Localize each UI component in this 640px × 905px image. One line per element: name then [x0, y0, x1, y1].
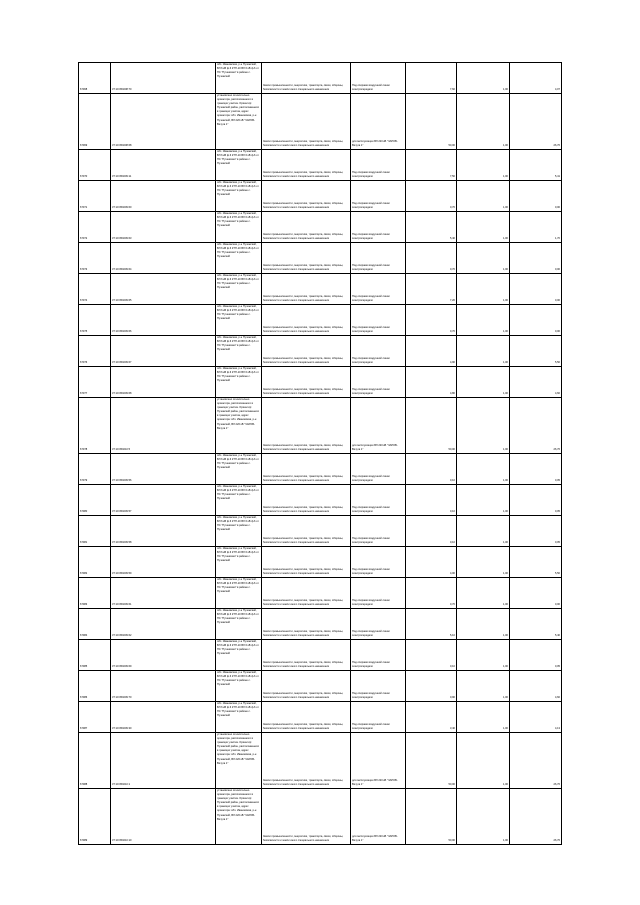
cell-area: 7,20 — [406, 274, 457, 305]
cell-id: 67070 — [79, 150, 111, 181]
cell-cadastral-number: 37:10:050209:30 — [111, 702, 216, 733]
cell-area: 50,00 — [406, 789, 457, 845]
cell-area: 0,10 — [406, 516, 457, 547]
cell-id: 67075 — [79, 305, 111, 336]
cell-cadastral-number: 37:10:050209:61 — [111, 578, 216, 609]
cell-location: установлено относительно ориентира, расположенного в границах участка. Ориентир: Пучежский район, расположенного в границах участка, адрес ориентира: обл. Ивановская, р-н Пучежский, ВЛ 220 кВ "ЧАРОВ-Вичуга 1" — [216, 94, 262, 150]
cell-land-category: Земли промышленности, энергетики, транспорта, связи, обороны, безопасности и земли иного специального назначения — [262, 516, 351, 547]
cell-area: 0,10 — [406, 485, 457, 516]
cell-location: установлено относительно ориентира, расположенного в границах участка. Ориентир: Пучежский район, расположенного в границах участка, адрес ориентира: обл. Ивановская, р-н Пучежский, ВЛ 220 кВ "ЧАРОВ-Вичуга 1" — [216, 398, 262, 454]
cell-cadastral-number: 37:10:050208:70 — [111, 63, 216, 94]
table-row — [79, 336, 562, 367]
cell-coefficient: 1,00 — [457, 181, 510, 212]
table-row — [79, 671, 562, 702]
cell-coefficient: 1,00 — [457, 789, 510, 845]
cell-cadastral-number: 37:10:050209:60 — [111, 181, 216, 212]
cell-permitted-use: Под опорами воздушной линии электропередачи — [351, 305, 406, 336]
cell-amount: 5,41 — [510, 150, 562, 181]
cell-area: 0,70 — [406, 305, 457, 336]
cell-land-category: Земли промышленности, энергетики, транспорта, связи, обороны, безопасности и земли иного специального назначения — [262, 305, 351, 336]
table-row — [79, 702, 562, 733]
cell-id: 67084 — [79, 609, 111, 640]
cell-land-category: Земли промышленности, энергетики, транспорта, связи, обороны, безопасности и земли иного специального назначения — [262, 94, 351, 150]
cell-land-category: Земли промышленности, энергетики, транспорта, связи, обороны, безопасности и земли иного специального назначения — [262, 485, 351, 516]
cell-location: обл. Ивановская, р-н Пучежский, ВЛ 6 кВ ф.6 КТП-10 ВЛ 6 кВ ф.6 от ПС "Пучежская" в районе с. Пучежский — [216, 485, 262, 516]
cell-coefficient: 1,00 — [457, 609, 510, 640]
cell-location: обл. Ивановская, р-н Пучежский, ВЛ 6 кВ ф.6 КТП-10 ВЛ 6 кВ ф.6 от ПС "Пучежская" в районе с. Пучежский — [216, 181, 262, 212]
cell-id: 67081 — [79, 516, 111, 547]
cell-permitted-use: Под опорами воздушной линии электропередачи — [351, 150, 406, 181]
cell-id: 67086 — [79, 671, 111, 702]
cell-area: 50,00 — [406, 94, 457, 150]
cell-land-category: Земли промышленности, энергетики, транспорта, связи, обороны, безопасности и земли иного специального назначения — [262, 702, 351, 733]
cell-land-category: Земли промышленности, энергетики, транспорта, связи, обороны, безопасности и земли иного специального назначения — [262, 733, 351, 789]
cell-permitted-use: Под опорами воздушной линии электропередачи — [351, 212, 406, 243]
cell-amount: 4,60 — [510, 671, 562, 702]
table-row — [79, 578, 562, 609]
cell-id: 67079 — [79, 454, 111, 485]
cell-location: установлено относительно ориентира, расположенного в границах участка. Ориентир: Пучежский район, расположенного в границах участка, адрес ориентира: обл. Ивановская, р-н Пучежский, ВЛ 220 кВ "ЧАРОВ-Вичуга 1" — [216, 733, 262, 789]
cell-cadastral-number: 37:10:050209:70 — [111, 671, 216, 702]
cell-permitted-use: Под опорами воздушной линии электропередачи — [351, 336, 406, 367]
cell-cadastral-number: 37:10:050209:68 — [111, 367, 216, 398]
cell-amount: 0,05 — [510, 516, 562, 547]
cell-permitted-use: Под опорами воздушной линии электропередачи — [351, 367, 406, 398]
cell-amount: 0,00 — [510, 305, 562, 336]
cell-permitted-use: для эксплуатации ВЛ 220 кВ "ЧАРОВ-Вичуга 1" — [351, 94, 406, 150]
cell-cadastral-number: 37:10:050209:11 — [111, 150, 216, 181]
cell-coefficient: 1,00 — [457, 305, 510, 336]
cell-cadastral-number: 37:10:050208:68 — [111, 94, 216, 150]
cell-area: 4,00 — [406, 547, 457, 578]
table-row — [79, 640, 562, 671]
cell-location: обл. Ивановская, р-н Пучежский, ВЛ 6 кВ ф.6 КТП-10 ВЛ 6 кВ ф.6 от ПС "Пучежская" в районе с. Пучежский — [216, 212, 262, 243]
cell-amount: 26,76 — [510, 789, 562, 845]
cell-area: 0,70 — [406, 181, 457, 212]
cell-amount: 4,13 — [510, 702, 562, 733]
cell-coefficient: 1,00 — [457, 212, 510, 243]
cell-id: 67080 — [79, 485, 111, 516]
cell-id: 67078 — [79, 398, 111, 454]
cell-coefficient: 1,00 — [457, 702, 510, 733]
cell-area: 5,10 — [406, 609, 457, 640]
table-row — [79, 367, 562, 398]
cell-land-category: Земли промышленности, энергетики, транспорта, связи, обороны, безопасности и земли иного специального назначения — [262, 274, 351, 305]
table-row — [79, 609, 562, 640]
cell-cadastral-number: 37:10:050210:1 — [111, 733, 216, 789]
cell-area: 3,40 — [406, 702, 457, 733]
cell-permitted-use: Под опорами воздушной линии электропередачи — [351, 609, 406, 640]
cell-coefficient: 1,00 — [457, 150, 510, 181]
cell-area: 7,50 — [406, 150, 457, 181]
table-row — [79, 181, 562, 212]
cell-permitted-use: Под опорами воздушной линии электропередачи — [351, 547, 406, 578]
cell-cadastral-number: 37:10:050210:10 — [111, 789, 216, 845]
cell-id: 67076 — [79, 336, 111, 367]
cell-area: 50,00 — [406, 733, 457, 789]
cell-amount: 5,50 — [510, 547, 562, 578]
cell-land-category: Земли промышленности, энергетики, транспорта, связи, обороны, безопасности и земли иного специального назначения — [262, 454, 351, 485]
cell-coefficient: 1,00 — [457, 671, 510, 702]
cell-amount: 5,40 — [510, 609, 562, 640]
cell-land-category: Земли промышленности, энергетики, транспорта, связи, обороны, безопасности и земли иного специального назначения — [262, 336, 351, 367]
cell-coefficient: 1,00 — [457, 547, 510, 578]
cell-cadastral-number: 37:10:050209:56 — [111, 454, 216, 485]
cell-coefficient: 1,00 — [457, 640, 510, 671]
cell-land-category: Земли промышленности, энергетики, транспорта, связи, обороны, безопасности и земли иного специального назначения — [262, 547, 351, 578]
cell-area: 0,90 — [406, 671, 457, 702]
cell-cadastral-number: 37:10:050209:67 — [111, 336, 216, 367]
cell-id: 67087 — [79, 702, 111, 733]
cell-area: 0,70 — [406, 578, 457, 609]
cell-land-category: Земли промышленности, энергетики, транспорта, связи, обороны, безопасности и земли иного специального назначения — [262, 212, 351, 243]
cell-id: 67068 — [79, 63, 111, 94]
cell-cadastral-number: 37:10:050209:64 — [111, 243, 216, 274]
cell-coefficient: 1,00 — [457, 516, 510, 547]
cell-location: обл. Ивановская, р-н Пучежский, ВЛ 6 кВ ф.6 КТП-10 ВЛ 6 кВ ф.6 от ПС "Пучежская" в районе с. Пучежский — [216, 671, 262, 702]
cell-amount: 0,00 — [510, 181, 562, 212]
cell-area: 7,60 — [406, 63, 457, 94]
table-row — [79, 485, 562, 516]
cell-location: обл. Ивановская, р-н Пучежский, ВЛ 6 кВ ф.6 КТП-10 ВЛ 6 кВ ф.6 от ПС "Пучежская" в районе с. Пучежский — [216, 702, 262, 733]
cell-id: 67069 — [79, 94, 111, 150]
cell-location: обл. Ивановская, р-н Пучежский, ВЛ 6 кВ ф.6 КТП-10 ВЛ 6 кВ ф.6 от ПС "Пучежская" в районе с. Пучежский — [216, 63, 262, 94]
table-row — [79, 150, 562, 181]
cell-permitted-use: Под опорами воздушной линии электропередачи — [351, 485, 406, 516]
cell-coefficient: 1,00 — [457, 733, 510, 789]
table-row — [79, 274, 562, 305]
cell-location: обл. Ивановская, р-н Пучежский, ВЛ 6 кВ ф.6 КТП-10 ВЛ 6 кВ ф.6 от ПС "Пучежская" в районе с. Пучежский — [216, 305, 262, 336]
cell-id: 67089 — [79, 789, 111, 845]
cell-cadastral-number: 37:10:050209:62 — [111, 609, 216, 640]
cell-area: 5,40 — [406, 212, 457, 243]
cell-area: 50,00 — [406, 398, 457, 454]
cell-location: обл. Ивановская, р-н Пучежский, ВЛ 6 кВ ф.6 КТП-10 ВЛ 6 кВ ф.6 от ПС "Пучежская" в районе с. Пучежский — [216, 243, 262, 274]
cell-coefficient: 1,00 — [457, 367, 510, 398]
cell-coefficient: 1,00 — [457, 454, 510, 485]
cell-land-category: Земли промышленности, энергетики, транспорта, связи, обороны, безопасности и земли иного специального назначения — [262, 243, 351, 274]
cell-amount: 26,76 — [510, 733, 562, 789]
cell-id: 67073 — [79, 243, 111, 274]
cell-permitted-use: Под опорами воздушной линии электропередачи — [351, 454, 406, 485]
cell-amount: 0,00 — [510, 578, 562, 609]
cell-land-category: Земли промышленности, энергетики, транспорта, связи, обороны, безопасности и земли иного специального назначения — [262, 398, 351, 454]
cell-amount: 4,07 — [510, 63, 562, 94]
cell-land-category: Земли промышленности, энергетики, транспорта, связи, обороны, безопасности и земли иного специального назначения — [262, 578, 351, 609]
table-row — [79, 733, 562, 789]
cell-permitted-use: Под опорами воздушной линии электропередачи — [351, 181, 406, 212]
cell-id: 67077 — [79, 367, 111, 398]
cell-cadastral-number: 37:10:050209:57 — [111, 485, 216, 516]
cell-land-category: Земли промышленности, энергетики, транспорта, связи, обороны, безопасности и земли иного специального назначения — [262, 671, 351, 702]
cell-amount: 0,00 — [510, 243, 562, 274]
table-row — [79, 212, 562, 243]
cell-cadastral-number: 37:10:050209:58 — [111, 516, 216, 547]
table-row — [79, 305, 562, 336]
cell-coefficient: 1,00 — [457, 274, 510, 305]
cell-permitted-use: Под опорами воздушной линии электропередачи — [351, 516, 406, 547]
cell-location: обл. Ивановская, р-н Пучежский, ВЛ 6 кВ ф.6 КТП-10 ВЛ 6 кВ ф.6 от ПС "Пучежская" в районе с. Пучежский — [216, 336, 262, 367]
cell-id: 67074 — [79, 274, 111, 305]
cell-area: 4,80 — [406, 367, 457, 398]
cell-id: 67071 — [79, 181, 111, 212]
cell-cadastral-number: 37:10:050209:59 — [111, 547, 216, 578]
cell-coefficient: 1,00 — [457, 336, 510, 367]
table-body — [79, 63, 562, 845]
cell-location: обл. Ивановская, р-н Пучежский, ВЛ 6 кВ ф.6 КТП-10 ВЛ 6 кВ ф.6 от ПС "Пучежская" в районе с. Пучежский — [216, 547, 262, 578]
cell-land-category: Земли промышленности, энергетики, транспорта, связи, обороны, безопасности и земли иного специального назначения — [262, 367, 351, 398]
cell-permitted-use: для эксплуатации ВЛ 220 кВ "ЧАРОВ-Вичуга 1" — [351, 733, 406, 789]
cell-amount: 0,05 — [510, 485, 562, 516]
cell-amount: 0,05 — [510, 640, 562, 671]
table-row — [79, 454, 562, 485]
cell-area: 4,90 — [406, 336, 457, 367]
cell-coefficient: 1,00 — [457, 63, 510, 94]
cell-amount: 26,76 — [510, 398, 562, 454]
table-row — [79, 243, 562, 274]
cell-permitted-use: для эксплуатации ВЛ 220 кВ "ЧАРОВ-Вичуга 1" — [351, 398, 406, 454]
cell-location: обл. Ивановская, р-н Пучежский, ВЛ 6 кВ ф.6 КТП-10 ВЛ 6 кВ ф.6 от ПС "Пучежская" в районе с. Пучежский — [216, 640, 262, 671]
cell-id: 67072 — [79, 212, 111, 243]
cell-cadastral-number: 37:10:050209:66 — [111, 305, 216, 336]
cell-land-category: Земли промышленности, энергетики, транспорта, связи, обороны, безопасности и земли иного специального назначения — [262, 63, 351, 94]
cell-permitted-use: Под опорами воздушной линии электропередачи — [351, 578, 406, 609]
cell-coefficient: 1,00 — [457, 578, 510, 609]
cell-id: 67082 — [79, 547, 111, 578]
cell-cadastral-number: 37:10:050209:65 — [111, 274, 216, 305]
cell-area: 0,10 — [406, 454, 457, 485]
cell-land-category: Земли промышленности, энергетики, транспорта, связи, обороны, безопасности и земли иного специального назначения — [262, 609, 351, 640]
cell-id: 67083 — [79, 578, 111, 609]
cell-id: 67088 — [79, 733, 111, 789]
cell-permitted-use: Под опорами воздушной линии электропередачи — [351, 702, 406, 733]
cell-land-category: Земли промышленности, энергетики, транспорта, связи, обороны, безопасности и земли иного специального назначения — [262, 150, 351, 181]
cell-cadastral-number: 37:10:050209:69 — [111, 640, 216, 671]
cell-land-category: Земли промышленности, энергетики, транспорта, связи, обороны, безопасности и земли иного специального назначения — [262, 789, 351, 845]
cell-location: обл. Ивановская, р-н Пучежский, ВЛ 6 кВ ф.6 КТП-10 ВЛ 6 кВ ф.6 от ПС "Пучежская" в районе с. Пучежский — [216, 609, 262, 640]
table-row — [79, 547, 562, 578]
cell-location: обл. Ивановская, р-н Пучежский, ВЛ 6 кВ ф.6 КТП-10 ВЛ 6 кВ ф.6 от ПС "Пучежская" в районе с. Пучежский — [216, 150, 262, 181]
cell-area: 0,10 — [406, 640, 457, 671]
land-register-table — [78, 62, 562, 845]
cell-permitted-use: Под опорами воздушной линии электропередачи — [351, 243, 406, 274]
cell-coefficient: 1,00 — [457, 94, 510, 150]
cell-amount: 0,05 — [510, 454, 562, 485]
cell-coefficient: 1,00 — [457, 485, 510, 516]
cell-amount: 0,00 — [510, 274, 562, 305]
cell-amount: 26,76 — [510, 94, 562, 150]
table-row — [79, 63, 562, 94]
cell-land-category: Земли промышленности, энергетики, транспорта, связи, обороны, безопасности и земли иного специального назначения — [262, 181, 351, 212]
table-row — [79, 398, 562, 454]
cell-permitted-use: Под опорами воздушной линии электропередачи — [351, 671, 406, 702]
cell-amount: 1,70 — [510, 212, 562, 243]
cell-cadastral-number: 37:10:050209:63 — [111, 212, 216, 243]
cell-location: обл. Ивановская, р-н Пучежский, ВЛ 6 кВ ф.6 КТП-10 ВЛ 6 кВ ф.6 от ПС "Пучежская" в районе с. Пучежский — [216, 274, 262, 305]
cell-location: обл. Ивановская, р-н Пучежский, ВЛ 6 кВ ф.6 КТП-10 ВЛ 6 кВ ф.6 от ПС "Пучежская" в районе с. Пучежский — [216, 454, 262, 485]
cell-cadastral-number: 37:10:050210:5 — [111, 398, 216, 454]
cell-coefficient: 1,00 — [457, 398, 510, 454]
cell-location: обл. Ивановская, р-н Пучежский, ВЛ 6 кВ ф.6 КТП-10 ВЛ 6 кВ ф.6 от ПС "Пучежская" в районе с. Пучежский — [216, 578, 262, 609]
cell-permitted-use: Под опорами воздушной линии электропередачи — [351, 640, 406, 671]
table-row — [79, 94, 562, 150]
cell-permitted-use: Под опорами воздушной линии электропередачи — [351, 63, 406, 94]
cell-location: установлено относительно ориентира, расположенного в границах участка. Ориентир: Пучежский район, расположенного в границах участка, адрес ориентира: обл. Ивановская, р-н Пучежский, ВЛ 220 кВ "ЧАРОВ-Вичуга 1" — [216, 789, 262, 845]
table-row — [79, 789, 562, 845]
cell-coefficient: 1,00 — [457, 243, 510, 274]
cell-amount: 5,50 — [510, 336, 562, 367]
cell-permitted-use: для эксплуатации ВЛ 220 кВ "ЧАРОВ-Вичуга 1" — [351, 789, 406, 845]
cell-permitted-use: Под опорами воздушной линии электропередачи — [351, 274, 406, 305]
cell-location: обл. Ивановская, р-н Пучежский, ВЛ 6 кВ ф.6 КТП-10 ВЛ 6 кВ ф.6 от ПС "Пучежская" в районе с. Пучежский — [216, 367, 262, 398]
cell-area: 0,70 — [406, 243, 457, 274]
cell-id: 67085 — [79, 640, 111, 671]
cell-amount: 4,60 — [510, 367, 562, 398]
cell-location: обл. Ивановская, р-н Пучежский, ВЛ 6 кВ ф.6 КТП-10 ВЛ 6 кВ ф.6 от ПС "Пучежская" в районе с. Пучежский — [216, 516, 262, 547]
table-row — [79, 516, 562, 547]
cell-land-category: Земли промышленности, энергетики, транспорта, связи, обороны, безопасности и земли иного специального назначения — [262, 640, 351, 671]
